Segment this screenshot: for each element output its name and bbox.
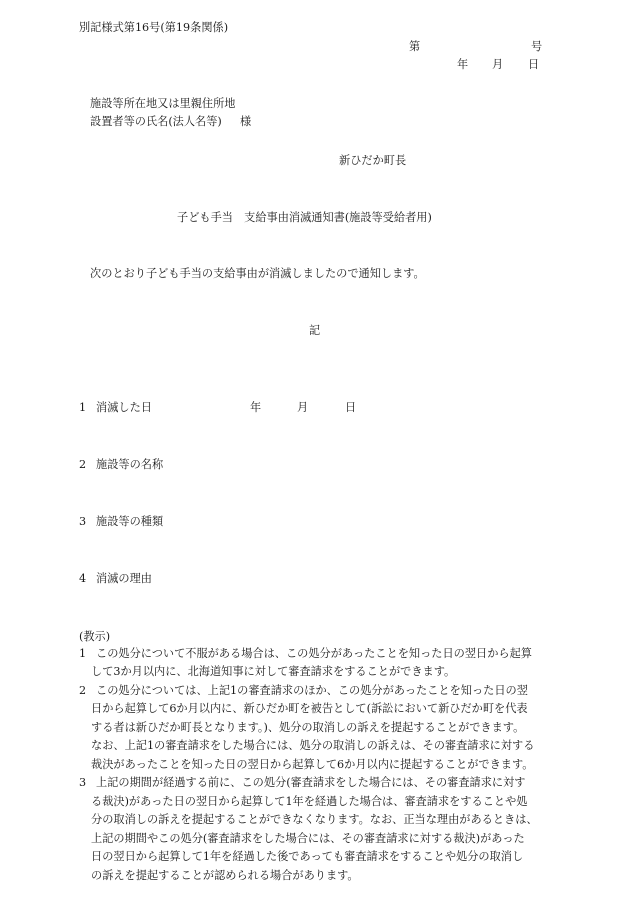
- date-year-label: 年: [457, 58, 469, 71]
- intro-text: 次のとおり子ども手当の支給事由が消滅しましたので通知します。: [90, 267, 425, 280]
- document-title: 子ども手当 支給事由消滅通知書(施設等受給者用): [177, 211, 432, 224]
- instruction-2-line: なお、上記1の審査請求をした場合には、処分の取消しの訴えは、その審査請求に対する: [91, 739, 535, 752]
- item-3-number: 3: [79, 515, 87, 528]
- form-label: 別記様式第16号(第19条関係): [79, 21, 229, 34]
- item-2-number: 2: [79, 458, 87, 471]
- doc-number-prefix: 第: [409, 40, 421, 53]
- instruction-3-line: 分の取消しの訴えを提起することができなくなります。なお、正当な理由があるときは、: [91, 813, 538, 826]
- instruction-3-number: 3: [79, 776, 87, 789]
- instruction-3-line: の訴えを提起することが認められる場合があります。: [91, 869, 359, 882]
- item-4-number: 4: [79, 572, 87, 585]
- item-1-number: 1: [79, 401, 87, 414]
- instruction-2-line: 日から起算して6か月以内に、新ひだか町を被告として(訴訟において新ひだか町を代表: [91, 702, 528, 715]
- item-1-year-label: 年: [250, 401, 262, 414]
- instruction-3-line: 上記の期間やこの処分(審査請求をした場合には、その審査請求に対する裁決)があった: [91, 832, 525, 845]
- instruction-2-line: する者は新ひだか町長となります。)、処分の取消しの訴えを提起することができます。: [91, 721, 525, 734]
- item-1-label: 消滅した日: [96, 401, 152, 414]
- item-4-label: 消滅の理由: [96, 572, 152, 585]
- instruction-3-line: 日の翌日から起算して1年を経過した後であっても審査請求をすることや処分の取消し: [91, 850, 524, 863]
- item-1-month-label: 月: [297, 401, 309, 414]
- instruction-1-number: 1: [79, 647, 87, 660]
- instruction-2-line: 裁決があったことを知った日の翌日から起算して6か月以内に提起することができます。: [91, 758, 534, 771]
- instruction-3-line: る裁決)があった日の翌日から起算して1年を経過した場合は、審査請求をすることや処: [91, 795, 528, 808]
- item-1-day-label: 日: [345, 401, 357, 414]
- honorific: 様: [240, 115, 252, 128]
- instruction-heading: (教示): [79, 630, 111, 643]
- address-label: 施設等所在地又は里親住所地: [90, 97, 236, 110]
- doc-number-suffix: 号: [531, 40, 543, 53]
- item-2-label: 施設等の名称: [96, 458, 164, 471]
- ki-marker: 記: [309, 324, 321, 337]
- instruction-2-number: 2: [79, 684, 87, 697]
- issuer: 新ひだか町長: [339, 154, 407, 167]
- instruction-2-line: この処分については、上記1の審査請求のほか、この処分があったことを知った日の翌: [96, 684, 528, 697]
- date-month-label: 月: [492, 58, 504, 71]
- recipient-name-label: 設置者等の氏名(法人名等): [90, 115, 222, 128]
- item-3-label: 施設等の種類: [96, 515, 164, 528]
- instruction-1-line: して3か月以内に、北海道知事に対して審査請求をすることができます。: [91, 665, 456, 678]
- date-day-label: 日: [528, 58, 540, 71]
- instruction-3-line: 上記の期間が経過する前に、この処分(審査請求をした場合には、その審査請求に対す: [96, 776, 526, 789]
- instruction-1-line: この処分について不服がある場合は、この処分があったことを知った日の翌日から起算: [96, 647, 532, 660]
